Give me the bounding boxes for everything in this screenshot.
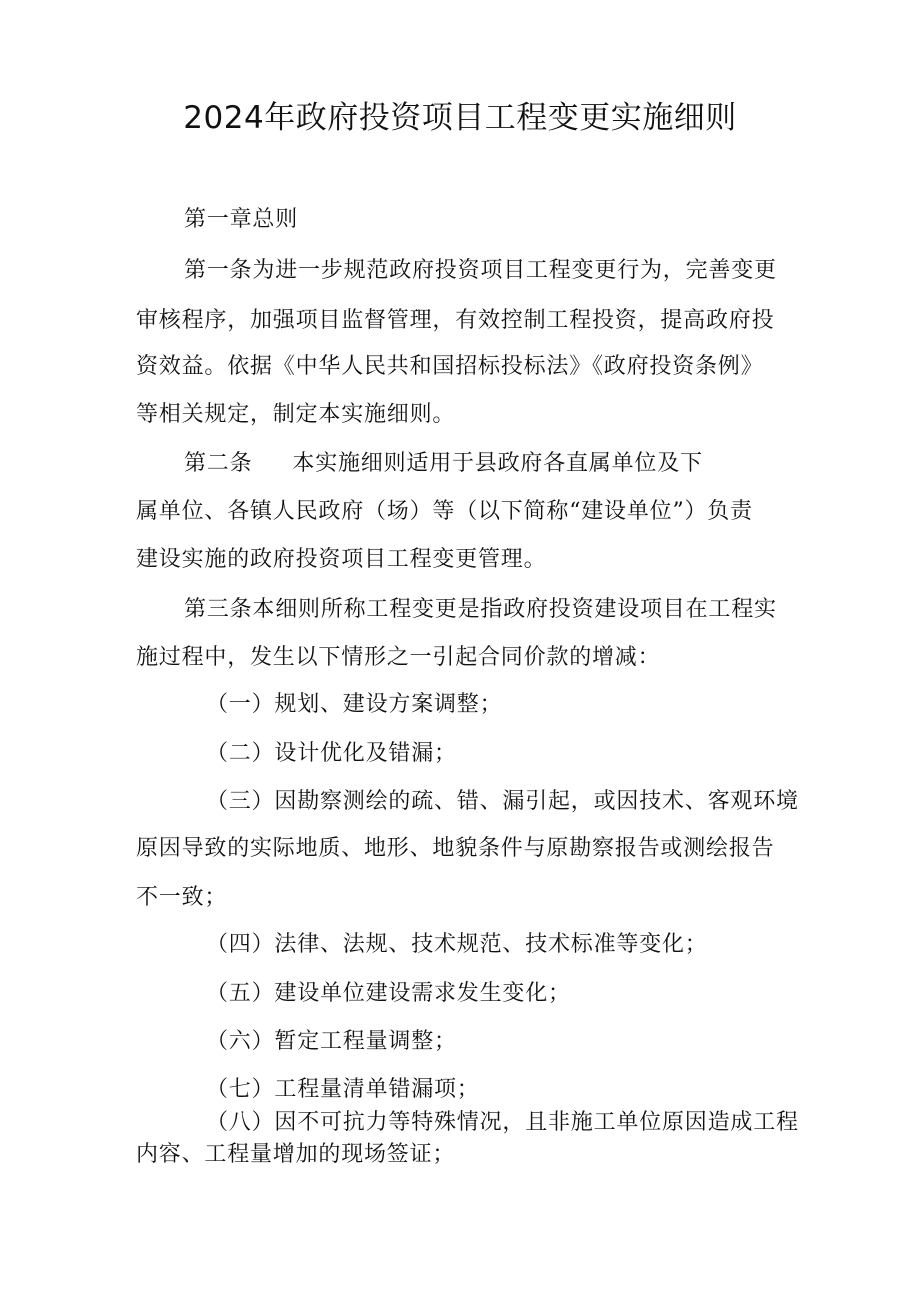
list-item-3-line3: 不一致； bbox=[136, 885, 228, 910]
list-item-8-line2: 内容、工程量增加的现场签证； bbox=[136, 1142, 456, 1167]
list-item-3-line1: （三）因勘察测绘的疏、错、漏引起，或因技术、客观环境 bbox=[206, 789, 799, 814]
list-item-5: （五）建设单位建设需求发生变化； bbox=[206, 981, 571, 1006]
article1-line2: 审核程序，加强项目监督管理，有效控制工程投资，提高政府投 bbox=[136, 308, 775, 333]
article2-line3: 建设实施的政府投资项目工程变更管理。 bbox=[136, 547, 547, 572]
article2-line1 bbox=[184, 449, 796, 479]
list-item-3-line2: 原因导致的实际地质、地形、地貌条件与原勘察报告或测绘报告 bbox=[136, 836, 775, 861]
list-item-6: （六）暂定工程量调整； bbox=[206, 1029, 457, 1054]
document-title: 2024年政府投资项目工程变更实施细则 bbox=[183, 100, 737, 136]
article2-line1-text: 本实施细则适用于县政府各直属单位及下 bbox=[292, 451, 703, 476]
list-item-2: （二）设计优化及错漏； bbox=[206, 741, 457, 766]
article2-label: 第二条 bbox=[184, 451, 253, 476]
article3-line1: 第三条本细则所称工程变更是指政府投资建设项目在工程实 bbox=[184, 597, 777, 622]
chapter-heading: 第一章总则 bbox=[184, 207, 299, 232]
article1-line4: 等相关规定，制定本实施细则。 bbox=[136, 402, 456, 427]
list-item-7: （七）工程量清单错漏项； bbox=[206, 1077, 480, 1102]
article1-line3: 资效益。依据《中华人民共和国招标投标法》《政府投资条例》 bbox=[136, 354, 764, 379]
list-item-8-line1: （八）因不可抗力等特殊情况，且非施工单位原因造成工程 bbox=[206, 1110, 799, 1135]
article3-line2: 施过程中，发生以下情形之一引起合同价款的增减： bbox=[136, 645, 661, 670]
list-item-4: （四）法律、法规、技术规范、技术标准等变化； bbox=[206, 932, 708, 957]
article1-line1: 第一条为进一步规范政府投资项目工程变更行为，完善变更 bbox=[184, 258, 777, 283]
article2-line2: 属单位、各镇人民政府（场）等（以下简称“建设单位”）负责 bbox=[136, 499, 753, 524]
list-item-1: （一）规划、建设方案调整； bbox=[206, 692, 503, 717]
